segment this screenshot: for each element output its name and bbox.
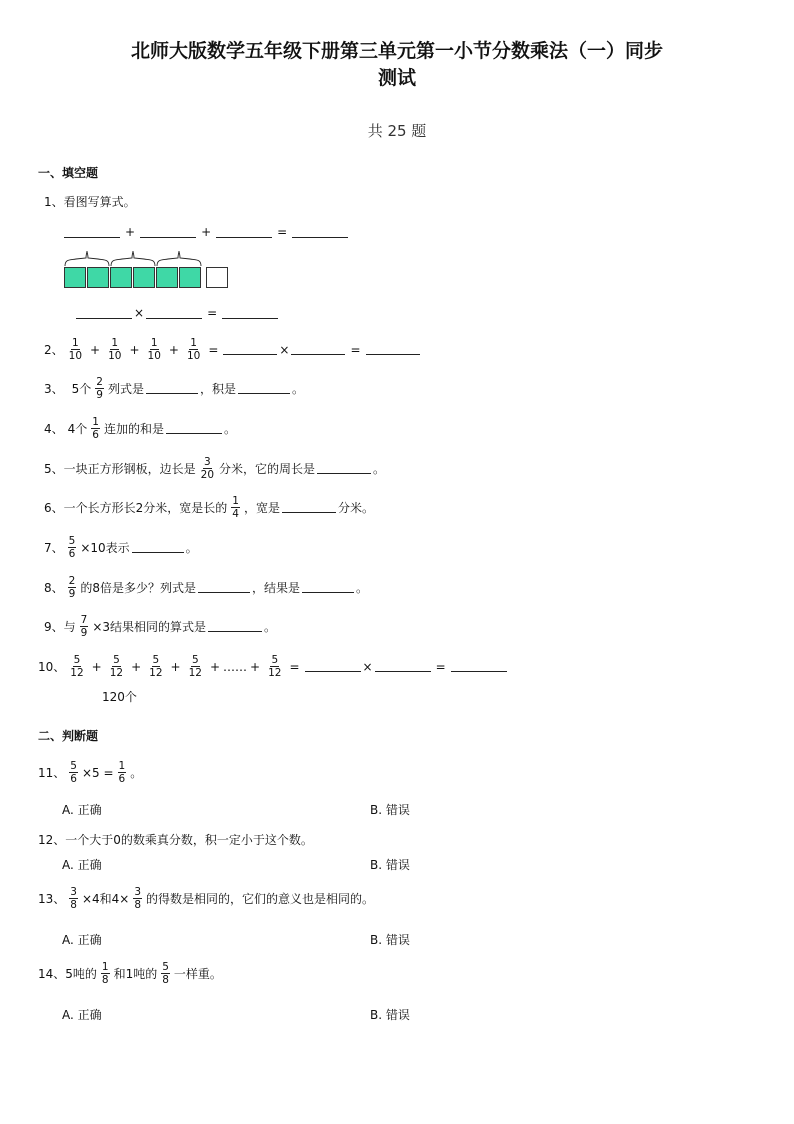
answer-blank[interactable] <box>216 227 272 238</box>
question-number: 6、 <box>44 500 64 515</box>
option-a-correct[interactable]: A. 正确 <box>62 858 102 872</box>
question-text: 一块正方形钢板，边长是 <box>63 461 196 476</box>
question-text: ，结果是 <box>251 580 300 595</box>
equals-sign: = <box>208 342 219 357</box>
question-number: 2、 <box>44 342 64 357</box>
plus-sign: + <box>91 659 102 674</box>
fraction: $\frac{7}{9}$ <box>80 614 88 639</box>
brace-3 <box>157 251 201 266</box>
question-12: 12、一个大于0的数乘真分数，积一定小于这个数。 <box>38 833 313 847</box>
brace-2 <box>111 251 155 266</box>
question-text: 5个 <box>71 381 92 396</box>
answer-blank[interactable] <box>198 582 250 593</box>
question-number: 5、 <box>44 461 64 476</box>
filled-square <box>179 267 201 288</box>
question-text: 。 <box>264 619 277 634</box>
option-b-wrong[interactable]: B. 错误 <box>370 858 410 872</box>
filled-square <box>156 267 178 288</box>
answer-blank[interactable] <box>238 383 290 394</box>
answer-blank[interactable] <box>64 227 120 238</box>
fraction: $\frac{5}{12}$ <box>109 654 124 679</box>
plus-sign: + <box>170 659 181 674</box>
fraction: $\frac{5}{12}$ <box>149 654 163 679</box>
question-text: 。 <box>373 461 386 476</box>
question-11 <box>38 760 142 785</box>
times-sign: × <box>279 342 290 357</box>
option-a-correct[interactable]: A. 正确 <box>62 1008 102 1022</box>
plus-sign: + <box>131 659 142 674</box>
option-a-correct[interactable]: A. 正确 <box>62 933 102 947</box>
question-text: 分米。 <box>337 500 374 515</box>
fraction: $\frac{5}{12}$ <box>70 654 84 679</box>
answer-blank[interactable] <box>282 502 336 513</box>
plus-sign: + <box>201 225 212 239</box>
question-text: 列式是 <box>107 381 144 396</box>
fraction: $\frac{2}{9}$ <box>96 376 103 401</box>
answer-blank[interactable] <box>291 344 345 355</box>
option-b-wrong[interactable]: B. 错误 <box>370 933 410 947</box>
plus-sign: + <box>129 342 140 357</box>
question-text: 的得数是相同的，它们的意义也是相同的。 <box>146 891 375 906</box>
fraction: $\frac{1}{6}$ <box>118 760 126 785</box>
question-5 <box>44 456 385 481</box>
question-text: 连加的和是 <box>103 421 164 436</box>
question-13 <box>38 886 374 911</box>
question-text: 一样重。 <box>173 966 222 981</box>
times-sign: × <box>362 659 373 674</box>
question-text: 。 <box>130 765 143 780</box>
answer-blank[interactable] <box>132 542 184 553</box>
fraction: $\frac{3}{8}$ <box>70 886 77 911</box>
equals-sign: = <box>277 225 288 239</box>
answer-blank[interactable] <box>222 308 278 319</box>
question-2 <box>44 337 422 362</box>
fraction: $\frac{3}{20}$ <box>200 456 215 481</box>
section-heading-fill: 一、填空题 <box>38 166 99 180</box>
question-text: ×10表示 <box>80 540 130 555</box>
filled-square <box>133 267 155 288</box>
question-10-count-label: 120个 <box>102 690 137 704</box>
question-text: ，积是 <box>199 381 236 396</box>
question-4 <box>44 416 236 441</box>
question-text: 。 <box>185 540 198 555</box>
question-text: ×3结果相同的算式是 <box>92 619 207 634</box>
answer-blank[interactable] <box>146 383 198 394</box>
fraction: $\frac{5}{8}$ <box>162 961 169 986</box>
filled-square <box>110 267 132 288</box>
answer-blank[interactable] <box>140 227 196 238</box>
fraction: $\frac{5}{6}$ <box>70 760 77 785</box>
question-text: ，宽是 <box>243 500 280 515</box>
answer-blank[interactable] <box>375 661 431 672</box>
option-b-wrong[interactable]: B. 错误 <box>370 803 410 817</box>
question-number: 9、 <box>44 619 64 634</box>
fraction: $\frac{1}{6}$ <box>92 416 99 441</box>
equals-sign: = <box>350 342 361 357</box>
answer-blank[interactable] <box>223 344 277 355</box>
question-number: 8、 <box>44 580 64 595</box>
question-text: 的8倍是多少？列式是 <box>80 580 196 595</box>
question-7 <box>44 535 198 560</box>
fraction: $\frac{1}{10}$ <box>147 337 161 362</box>
question-text: ×5 = <box>81 765 114 780</box>
answer-blank[interactable] <box>292 227 348 238</box>
answer-blank[interactable] <box>305 661 361 672</box>
answer-blank[interactable] <box>366 344 420 355</box>
answer-blank[interactable] <box>451 661 507 672</box>
equals-sign: = <box>207 306 218 320</box>
question-number: 4、 <box>44 421 64 436</box>
question-text: 分米，它的周长是 <box>219 461 316 476</box>
fraction: $\frac{5}{12}$ <box>188 654 202 679</box>
question-count: 共 25 题 <box>367 122 427 140</box>
answer-blank[interactable] <box>166 423 222 434</box>
question-3 <box>44 376 304 401</box>
answer-blank[interactable] <box>146 308 202 319</box>
plus-sign: + <box>209 659 221 674</box>
question-text: 和1吨的 <box>113 966 158 981</box>
plus-sign: + <box>125 225 136 239</box>
equals-sign: = <box>435 659 446 674</box>
question-number: 10、 <box>38 659 66 674</box>
question-text: ×4和4× <box>81 891 130 906</box>
question-text: 。 <box>292 381 305 396</box>
equals-sign: = <box>289 659 300 674</box>
question-number: 13、 <box>38 891 66 906</box>
fraction: $\frac{1}{4}$ <box>232 495 239 520</box>
fraction: $\frac{1}{10}$ <box>186 337 201 362</box>
fraction: $\frac{5}{12}$ <box>268 654 282 679</box>
plus-sign: + <box>90 342 101 357</box>
question-text: 。 <box>355 580 368 595</box>
times-sign: × <box>134 306 145 320</box>
filled-square <box>64 267 86 288</box>
answer-blank[interactable] <box>302 582 354 593</box>
question-8 <box>44 575 368 600</box>
question-1-product <box>74 305 280 321</box>
brace-figure <box>64 250 204 268</box>
question-1-label: 1、看图写算式。 <box>44 195 136 209</box>
section-heading-judge: 二、判断题 <box>38 729 99 743</box>
question-text: 一个长方形长2分米，宽是长的 <box>63 500 228 515</box>
answer-blank[interactable] <box>208 621 262 632</box>
question-1-expression <box>62 224 350 240</box>
question-text: 4个 <box>67 421 88 436</box>
plus-sign: + <box>250 659 261 674</box>
question-text: 。 <box>223 421 236 436</box>
empty-square <box>206 267 228 288</box>
option-a-correct[interactable]: A. 正确 <box>62 803 102 817</box>
question-6 <box>44 495 374 520</box>
fraction: $\frac{2}{9}$ <box>68 575 76 600</box>
question-9 <box>44 614 276 639</box>
page-title-line2: 测试 <box>377 67 416 89</box>
fraction: $\frac{1}{10}$ <box>108 337 122 362</box>
fraction: $\frac{3}{8}$ <box>134 886 142 911</box>
fraction: $\frac{5}{6}$ <box>68 535 76 560</box>
question-number: 3、 <box>44 381 64 396</box>
question-text: 与 <box>63 619 76 634</box>
ellipsis: …… <box>223 659 248 674</box>
fraction: $\frac{1}{8}$ <box>101 961 109 986</box>
question-number: 11、 <box>38 765 66 780</box>
question-number: 7、 <box>44 540 64 555</box>
brace-1 <box>65 251 109 266</box>
fraction: $\frac{1}{10}$ <box>68 337 83 362</box>
page-title: 北师大版数学五年级下册第三单元第一小节分数乘法（一）同步 <box>130 40 663 62</box>
filled-square <box>87 267 109 288</box>
option-b-wrong[interactable]: B. 错误 <box>370 1008 410 1022</box>
answer-blank[interactable] <box>317 463 371 474</box>
question-14 <box>38 961 222 986</box>
question-10 <box>38 654 509 679</box>
question-text: 14、5吨的 <box>38 966 97 981</box>
plus-sign: + <box>168 342 179 357</box>
answer-blank[interactable] <box>76 308 132 319</box>
